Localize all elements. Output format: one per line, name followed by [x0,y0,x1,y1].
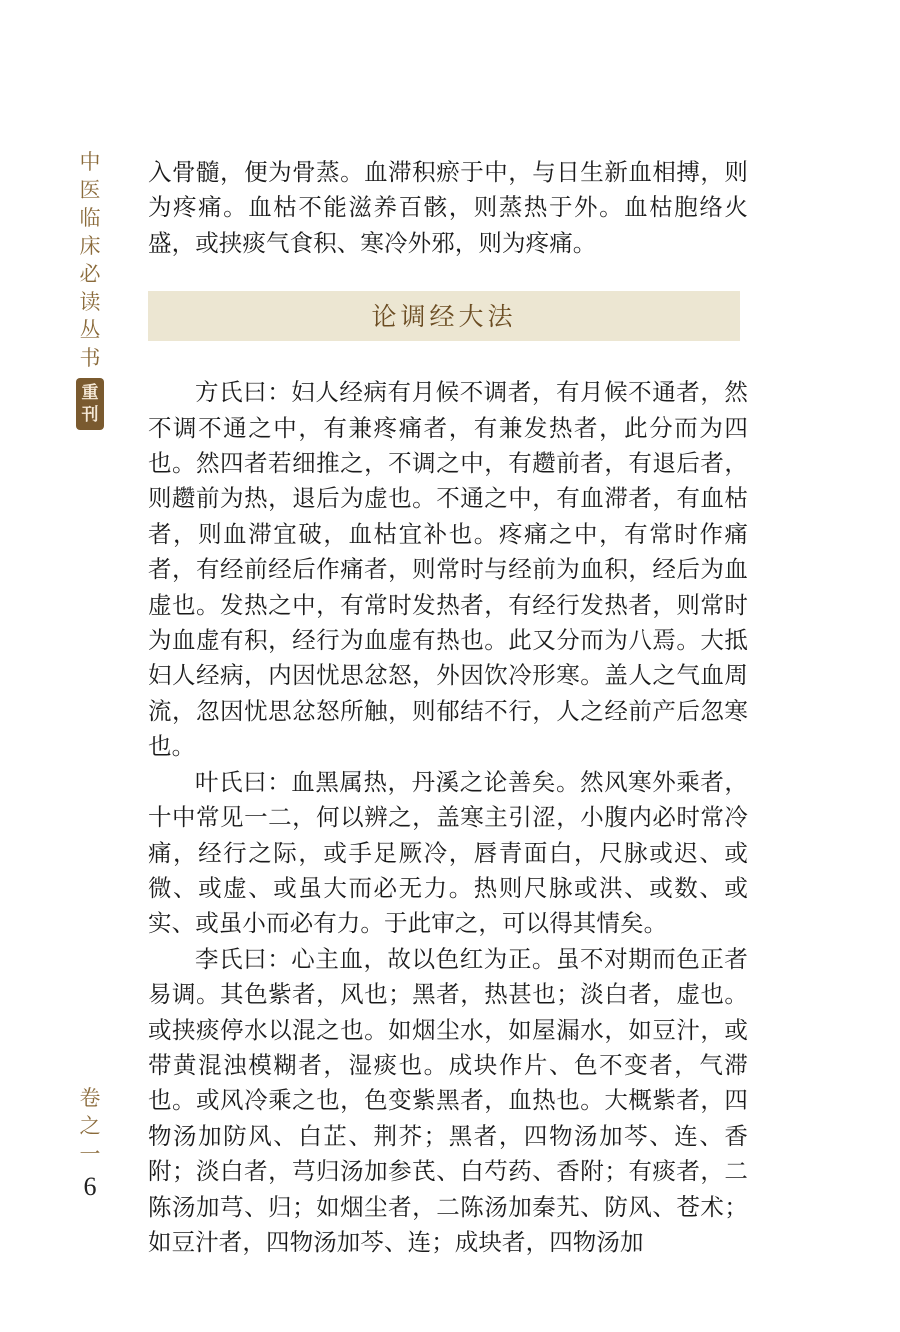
reprint-seal [76,378,104,430]
paragraph-ye: 叶氏曰：血黑属热，丹溪之论善矣。然风寒外乘者，十中常见一二，何以辨之，盖寒主引涩，小腹内必时常冷痛，经行之际，或手足厥冷，唇青面白，尺脉或迟、或微、或虚、或虽大而必无力。热则尺脉或洪、或数、或实、或虽小而必有力。于此审之，可以得其情矣。 [148,767,748,938]
page-body [148,155,748,1260]
volume-char: 一 [79,1142,101,1166]
series-char: 丛 [79,318,101,342]
series-char: 读 [79,290,101,314]
series-char: 必 [79,262,101,286]
seal-char: 重 [81,383,99,403]
paragraph-li: 李氏曰：心主血，故以色红为正。虽不对期而色正者易调。其色紫者，风也；黑者，热甚也；淡白者，虚也。或挟痰停水以混之也。如烟尘水，如屋漏水，如豆汁，或带黄混浊模糊者，湿痰也。成块作片、色不变者，气滞也。或风冷乘之也，色变紫黑者，血热也。大概紫者，四物汤加防风、白芷、荆芥；黑者，四物汤加芩、连、香附；淡白者，芎归汤加参芪、白芍药、香附；有痰者，二陈汤加芎、归；如烟尘者，二陈汤加秦艽、防风、苍术；如豆汁者，四物汤加芩、连；成块者，四物汤加 [148,944,748,1256]
series-char: 中 [79,150,101,174]
volume-char: 卷 [79,1086,101,1110]
volume-label [68,1084,112,1168]
section-heading: 论调经大法 [148,291,740,341]
volume-char: 之 [79,1114,101,1138]
intro-paragraph: 入骨髓，便为骨蒸。血滞积瘀于中，与日生新血相搏，则为疼痛。血枯不能滋养百骸，则蒸热于外。血枯胞络火盛，或挟痰气食积、寒冷外邪，则为疼痛。 [148,158,748,257]
paragraph-fang: 方氏曰：妇人经病有月候不调者，有月候不通者，然不调不通之中，有兼疼痛者，有兼发热者，此分而为四也。然四者若细推之，不调之中，有趱前者，有退后者，则趱前为热，退后为虚也。不通之中，有血滞者，有血枯者，则血滞宜破，血枯宜补也。疼痛之中，有常时作痛者，有经前经后作痛者，则常时与经前为血积，经后为血虚也。发热之中，有常时发热者，有经行发热者，则常时为血虚有积，经行为血虚有热也。此又分而为八焉。大抵妇人经病，内因忧思忿怒，外因饮冷形寒。盖人之气血周流，忽因忧思忿怒所触，则郁结不行，人之经前产后忽寒也。 [148,378,748,761]
series-char: 临 [79,206,101,230]
series-char: 书 [79,346,101,370]
series-char: 医 [79,178,101,202]
page-number: 6 [83,1172,97,1201]
series-char: 床 [79,234,101,258]
seal-char: 刊 [81,405,99,425]
series-title [68,148,112,430]
